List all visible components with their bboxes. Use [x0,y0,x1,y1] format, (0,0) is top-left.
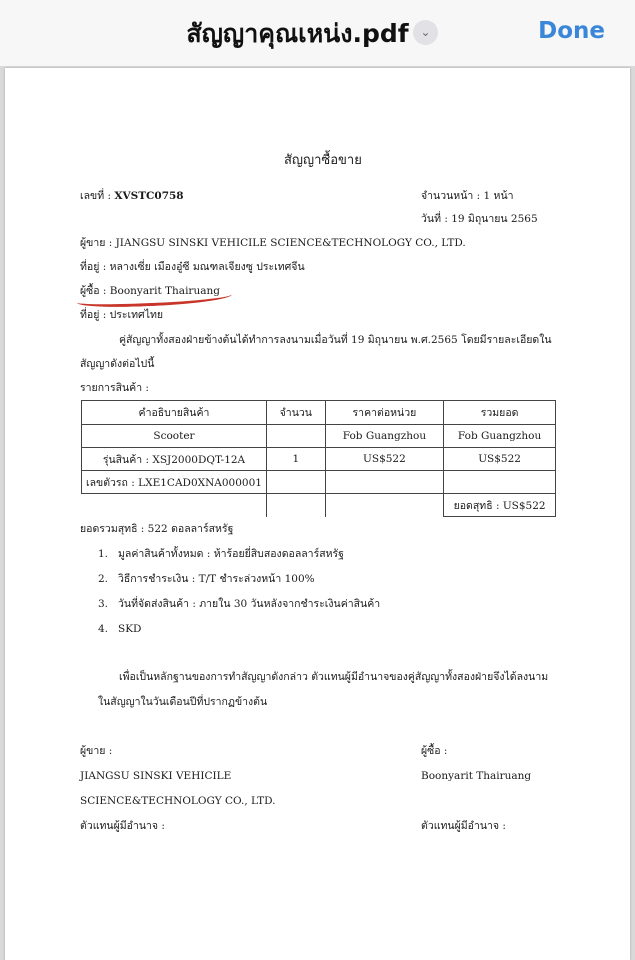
table-row [82,471,556,494]
term-number: 1. [98,548,109,560]
table-header-cell: คำอธิบายสินค้า [82,401,267,425]
seller-sign-name-line-2: SCIENCE&TECHNOLOGY CO., LTD. [80,795,276,807]
table-cell: Fob Guangzhou [444,425,556,448]
table-header-cell: จำนวน [266,401,325,425]
chevron-down-icon[interactable]: ⌄ [413,20,438,45]
buyer-line: ผู้ซื้อ : Boonyarit Thairuang [80,285,220,297]
done-button[interactable]: Done [538,18,605,44]
seller-line: ผู้ขาย : JIANGSU SINSKI VEHICILE SCIENCE&TECHNOLOGY CO., LTD. [80,237,466,249]
table-cell: รุ่นสินค้า : XSJ2000DQT-12A [82,448,267,471]
pdf-page [5,68,630,960]
table-cell [266,471,325,494]
intro-paragraph-line-2: สัญญาดังต่อไปนี้ [80,358,155,370]
items-label: รายการสินค้า : [80,382,149,394]
pdf-viewer[interactable] [0,66,635,960]
top-bar [0,0,635,67]
table-row [82,425,556,448]
contract-number-value: XVSTC0758 [114,190,184,202]
term-number: 4. [98,623,109,635]
table-cell [325,471,444,494]
table-header-row [82,401,556,425]
table-cell: Scooter [82,425,267,448]
file-title[interactable]: สัญญาคุณเหน่ง.pdf [186,19,409,48]
table-cell: 1 [266,448,325,471]
seller-sign-label: ผู้ขาย : [80,745,113,757]
total-in-words: ยอดรวมสุทธิ : 522 ดอลลาร์สหรัฐ [80,523,234,535]
table-cell [266,425,325,448]
buyer-sign-label: ผู้ซื้อ : [421,745,448,757]
term-text: มูลค่าสินค้าทั้งหมด : ห้าร้อยยี่สิบสองดอลลาร์สหรัฐ [118,548,344,560]
seller-address: ที่อยู่ : หลางเซี่ย เมืองอู๋ซี มณฑลเจียงซู ประเทศจีน [80,261,305,273]
table-empty-cell [266,494,325,517]
table-header-cell: ราคาต่อหน่วย [325,401,444,425]
table-cell: เลขตัวรถ : LXE1CAD0XNA000001 [82,471,267,494]
table-total-row [82,494,556,517]
table-header-cell: รวมยอด [444,401,556,425]
table-empty-cell [82,494,267,517]
table-cell: US$522 [444,448,556,471]
net-total-cell: ยอดสุทธิ : US$522 [444,494,556,517]
contract-number-label: เลขที่ : [80,190,111,202]
contract-date: วันที่ : 19 มิถุนายน 2565 [421,213,538,225]
closing-paragraph-line-1: เพื่อเป็นหลักฐานของการทำสัญญาดังกล่าว ตัวแทนผู้มีอำนาจของคู่สัญญาทั้งสองฝ่ายจึงได้ลงนาม [119,671,549,683]
seller-representative: ตัวแทนผู้มีอำนาจ : [80,820,165,832]
term-text: SKD [118,623,142,635]
term-text: วันที่จัดส่งสินค้า : ภายใน 30 วันหลังจากชำระเงินค่าสินค้า [118,598,381,610]
seller-sign-name-line-1: JIANGSU SINSKI VEHICILE [80,770,232,782]
page-count: จำนวนหน้า : 1 หน้า [421,190,514,202]
buyer-representative: ตัวแทนผู้มีอำนาจ : [421,820,506,832]
table-cell: Fob Guangzhou [325,425,444,448]
table-cell [444,471,556,494]
buyer-sign-name: Boonyarit Thairuang [421,770,532,782]
intro-paragraph-line-1: คู่สัญญาทั้งสองฝ่ายข้างต้นได้ทำการลงนามเมื่อวันที่ 19 มิถุนายน พ.ศ.2565 โดยมีรายละเอียดใน [119,334,552,346]
buyer-address: ที่อยู่ : ประเทศไทย [80,309,164,321]
closing-paragraph-line-2: ในสัญญาในวันเดือนปีที่ปรากฏข้างต้น [98,696,268,708]
document-title: สัญญาซื้อขาย [284,153,362,168]
contract-number [80,189,184,203]
term-text: วิธีการชำระเงิน : T/T ชำระล่วงหน้า 100% [118,573,315,585]
table-row [82,448,556,471]
table-cell: US$522 [325,448,444,471]
term-number: 2. [98,573,109,585]
table-empty-cell [325,494,444,517]
term-number: 3. [98,598,109,610]
items-table [81,400,556,517]
